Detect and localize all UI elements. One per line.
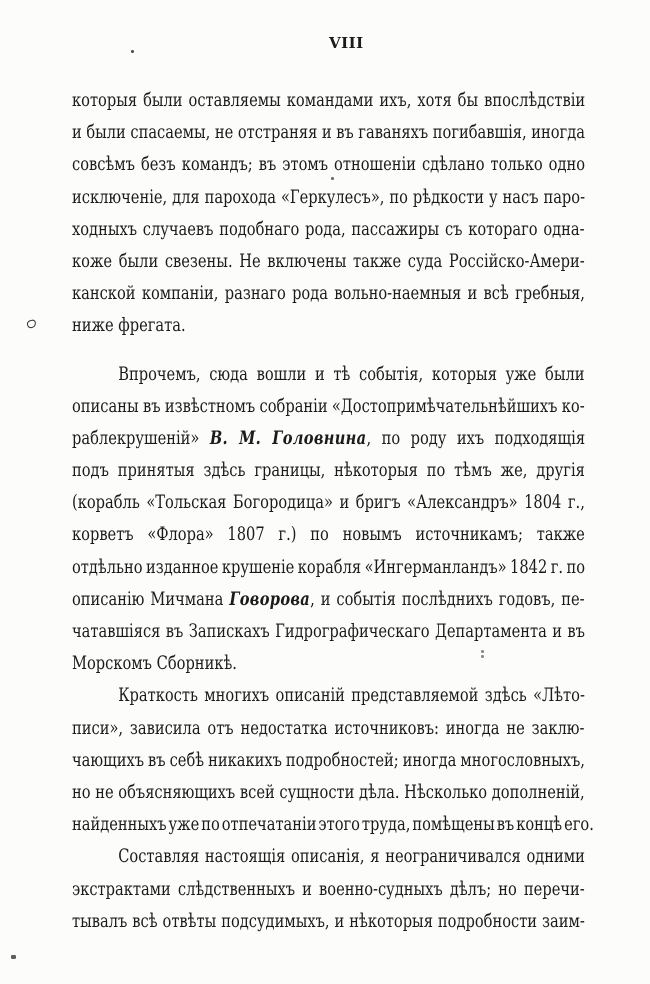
text-line (72, 679, 585, 711)
text-segment: тывалъ всѣ отвѣты подсудимыхъ, и нѣкоторыя подробности заим- (72, 909, 585, 932)
text-segment: которыя были оставляемы командами ихъ, хотя бы впослѣдствіи (72, 89, 586, 111)
text-line (72, 245, 585, 277)
italic-name-text: Говорова (229, 587, 311, 610)
text-line (72, 277, 585, 309)
text-segment: Впрочемъ, сюда вошли и тѣ событія, которыя уже были (118, 362, 585, 385)
paragraph (72, 358, 585, 680)
text-segment: чатавшіяся въ Запискахъ Гидрографическаго Департамента и въ (72, 620, 585, 642)
text-segment: экстрактами слѣдственныхъ и военно-судныхъ дѣлъ; но перечи- (72, 877, 585, 900)
text-line (72, 84, 585, 116)
text-line (72, 148, 585, 180)
text-segment: чающихъ въ себѣ никакихъ подробностей; иногда многословныхъ, (72, 748, 585, 771)
page-number: VIII (329, 34, 364, 52)
text-line (72, 551, 585, 583)
text-line (72, 390, 585, 422)
paragraph (72, 679, 594, 840)
text-segment: ходныхъ случаевъ подобнаго рода, пассажиры съ котораго одна- (72, 217, 585, 240)
ink-speck (26, 319, 37, 329)
text-line (72, 116, 585, 148)
italic-name-text: В. М. Головнина (209, 426, 367, 449)
paragraph (72, 84, 585, 342)
text-line (72, 712, 585, 744)
ink-speck (131, 50, 134, 53)
text-segment: подъ принятыя здѣсь границы, нѣкоторыя по тѣмъ же, другія (72, 459, 585, 482)
text-line (72, 873, 585, 905)
text-segment: отдѣльно изданное крушеніе корабля «Ингерманландъ» 1842 г. по (72, 555, 586, 578)
text-line (72, 840, 585, 872)
text-segment: совсѣмъ безъ командъ; въ этомъ отношеніи сдѣлано только одно (72, 153, 586, 176)
text-segment: ниже фрегата. (72, 314, 186, 337)
text-line (72, 181, 585, 213)
text-segment: корветъ «Флора» 1807 г.) по новымъ источникамъ; также (72, 523, 585, 546)
text-line (72, 309, 585, 341)
text-line (72, 744, 585, 776)
text-segment: канской компаніи, разнаго рода вольно-наемныя и всѣ гребныя, (72, 282, 585, 305)
text-segment: Морскомъ Сборникѣ. (72, 652, 237, 675)
text-line (72, 454, 585, 486)
text-line (72, 808, 594, 840)
text-line (72, 422, 585, 454)
text-segment: , по роду ихъ подходящія (366, 426, 586, 449)
text-line (72, 905, 585, 937)
text-segment: но не объясняющихъ всей сущности дѣла. Нѣсколько дополненій, (72, 780, 585, 803)
text-segment: и были спасаемы, не отстраняя и въ гаваняхъ погибавшія, иногда (72, 121, 585, 144)
text-segment: писи», зависила отъ недостатка источниковъ: иногда не заклю- (72, 716, 585, 739)
text-line (72, 213, 585, 245)
text-segment: раблекрушеній» (72, 426, 210, 449)
text-line (72, 647, 585, 679)
text-segment: коже были свезены. Не включены также суда Россійско-Амери- (72, 249, 585, 272)
text-line (72, 615, 585, 647)
text-segment: описанію Мичмана (72, 587, 230, 610)
text-segment: Составляя настоящія описанія, я неограничивался одними (118, 845, 585, 868)
ink-speck (11, 955, 16, 959)
text-segment: найденныхъ уже по отпечатаніи этого труда, помѣщены въ концѣ его. (72, 813, 594, 836)
paragraph (72, 840, 585, 937)
text-segment: Краткость многихъ описаній представляемой здѣсь «Лѣто- (118, 684, 585, 707)
text-segment: описаны въ извѣстномъ собраніи «Достопримѣчательнѣйшихъ ко- (72, 394, 585, 417)
text-segment: исключеніе, для парохода «Геркулесъ», по рѣдкости у насъ паро- (72, 185, 586, 208)
text-segment: (корабль «Тольская Богородица» и бригъ «Александръ» 1804 г., (72, 491, 585, 514)
text-line (72, 358, 585, 390)
text-line (72, 776, 585, 808)
text-line (72, 518, 585, 550)
text-block (72, 84, 594, 937)
text-line (72, 583, 585, 615)
text-segment: , и событія послѣднихъ годовъ, пе- (310, 587, 585, 610)
text-line (72, 486, 585, 518)
